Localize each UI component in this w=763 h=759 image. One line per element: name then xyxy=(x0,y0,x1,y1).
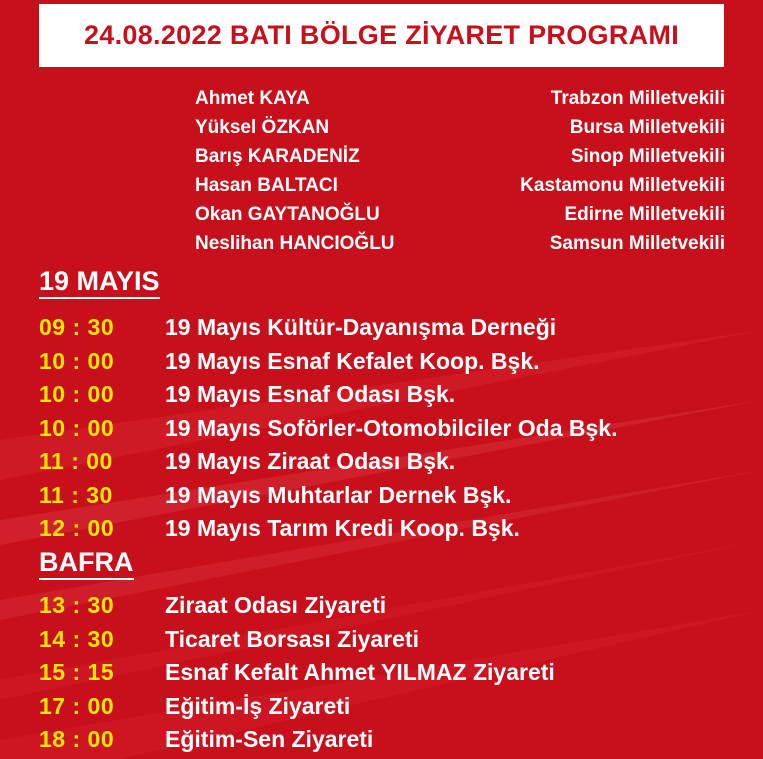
schedule-event: Eğitim-Sen Ziyareti xyxy=(165,726,374,753)
schedule-row xyxy=(39,479,617,513)
person-role: Bursa Milletvekili xyxy=(569,116,725,138)
schedule-row xyxy=(39,512,617,546)
schedule-row xyxy=(39,656,555,690)
schedule-time: 09 : 30 xyxy=(39,314,115,341)
section-title-19-mayis: 19 MAYIS xyxy=(39,266,160,299)
schedule-event: Ziraat Odası Ziyareti xyxy=(165,592,387,619)
schedule-time: 18 : 00 xyxy=(39,726,115,753)
schedule-event: Esnaf Kefalt Ahmet YILMAZ Ziyareti xyxy=(165,659,555,686)
schedule-time: 10 : 00 xyxy=(39,381,115,408)
person-row xyxy=(195,229,725,258)
person-name: Barış KARADENİZ xyxy=(195,145,360,167)
schedule-event: 19 Mayıs Esnaf Odası Bşk. xyxy=(165,381,456,408)
person-row xyxy=(195,113,725,142)
person-role: Samsun Milletvekili xyxy=(549,232,725,254)
person-name: Neslihan HANCIOĞLU xyxy=(195,232,395,254)
schedule-time: 10 : 00 xyxy=(39,347,115,374)
person-row xyxy=(195,142,725,171)
schedule-event: 19 Mayıs Soförler-Otomobilciler Oda Bşk. xyxy=(165,414,618,441)
person-role: Sinop Milletvekili xyxy=(570,145,725,167)
schedule-row xyxy=(39,623,555,657)
schedule-19-mayis xyxy=(39,311,617,546)
schedule-time: 14 : 30 xyxy=(39,625,115,652)
schedule-event: Ticaret Borsası Ziyareti xyxy=(165,625,419,652)
title-banner xyxy=(39,4,724,67)
person-row xyxy=(195,171,725,200)
person-name: Ahmet KAYA xyxy=(195,87,310,109)
people-list xyxy=(195,84,725,258)
person-row xyxy=(195,84,725,113)
schedule-event: 19 Mayıs Ziraat Odası Bşk. xyxy=(165,448,456,475)
schedule-row xyxy=(39,311,617,345)
person-name: Okan GAYTANOĞLU xyxy=(195,203,380,225)
schedule-event: 19 Mayıs Esnaf Kefalet Koop. Bşk. xyxy=(165,347,540,374)
schedule-time: 12 : 00 xyxy=(39,515,115,542)
schedule-row xyxy=(39,723,555,757)
schedule-event: Eğitim-İş Ziyareti xyxy=(165,692,351,719)
schedule-row xyxy=(39,378,617,412)
section-title-bafra: BAFRA xyxy=(39,547,134,580)
person-name: Yüksel ÖZKAN xyxy=(195,116,330,138)
schedule-time: 13 : 30 xyxy=(39,592,115,619)
schedule-event: 19 Mayıs Tarım Kredi Koop. Bşk. xyxy=(165,515,520,542)
schedule-event: 19 Mayıs Kültür-Dayanışma Derneği xyxy=(165,314,557,341)
schedule-time: 10 : 00 xyxy=(39,414,115,441)
person-role: Kastamonu Milletvekili xyxy=(520,174,725,196)
schedule-event: 19 Mayıs Muhtarlar Dernek Bşk. xyxy=(165,481,512,508)
schedule-time: 11 : 00 xyxy=(39,448,113,475)
schedule-bafra xyxy=(39,589,555,757)
schedule-row xyxy=(39,345,617,379)
schedule-row xyxy=(39,690,555,724)
schedule-row xyxy=(39,445,617,479)
person-role: Trabzon Milletvekili xyxy=(550,87,725,109)
person-name: Hasan BALTACI xyxy=(195,174,338,196)
schedule-row xyxy=(39,412,617,446)
person-row xyxy=(195,200,725,229)
schedule-time: 11 : 30 xyxy=(39,481,113,508)
person-role: Edirne Milletvekili xyxy=(564,203,725,225)
schedule-time: 15 : 15 xyxy=(39,659,115,686)
schedule-time: 17 : 00 xyxy=(39,692,115,719)
schedule-row xyxy=(39,589,555,623)
page-title: 24.08.2022 BATI BÖLGE ZİYARET PROGRAMI xyxy=(83,20,680,50)
